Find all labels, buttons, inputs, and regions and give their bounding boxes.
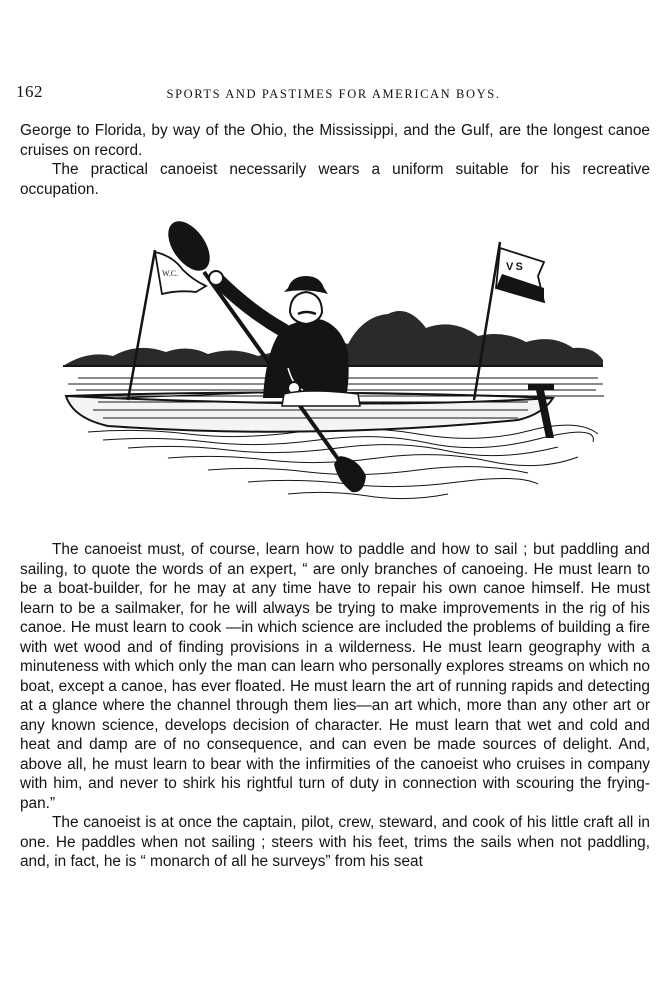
canoeist-figure	[209, 271, 360, 406]
bottom-text-block	[20, 540, 650, 872]
paragraph-uniform: The practical canoeist necessarily wears a uniform suitable for his recreative occupation.	[20, 161, 650, 198]
top-text-block	[20, 121, 650, 199]
right-flag	[474, 242, 544, 400]
right-flag-text: V S	[506, 261, 523, 273]
paragraph-canoeist-must: The canoeist must, of course, learn how to paddle and how to sail ; but paddling and sailing, to quote the words of an expert, “ are only branches of canoeing. He must learn to be a boat-builder, for he may at any time have to repair his own canoe himself. He must learn to be a sailmaker, for he will always be trying to make improvements in the rig of his canoe. He must learn to cook —in which science are included the problems of building a fire with wet wood and of finding provisions in a wilderness. He must learn geography with a minuteness with which only the man can learn who personally explores streams on which no boat, except a canoe, has ever floated. He must learn the art of running rapids and detecting at a glance where the channel through them lies—an art which, more than any other art or any known science, develops decision of character. He must learn that wet and cold and heat and damp are of no consequence, and can even be made sources of delight. And, above all, he must learn to bear with the infirmities of the canoeist who cruises in company with him, and never to shirk his rightful turn of duty in connection with scouring the frying-pan.”	[20, 541, 650, 812]
paragraph-canoeist-captain: The canoeist is at once the captain, pilot, crew, steward, and cook of his little craft all in one. He paddles when not sailing ; steers with his feet, trims the sails when not paddling, and, in fact, he is “ monarch of all he surveys” from his seat	[20, 814, 650, 870]
canoeist-illustration	[58, 218, 608, 518]
left-flag-text: W.C.	[162, 269, 179, 278]
paragraph-continuation: George to Florida, by way of the Ohio, the Mississippi, and the Gulf, are the longest canoe cruises on record.	[20, 122, 650, 159]
page-number: 162	[16, 82, 43, 101]
running-head: SPORTS AND PASTIMES FOR AMERICAN BOYS.	[166, 87, 501, 101]
